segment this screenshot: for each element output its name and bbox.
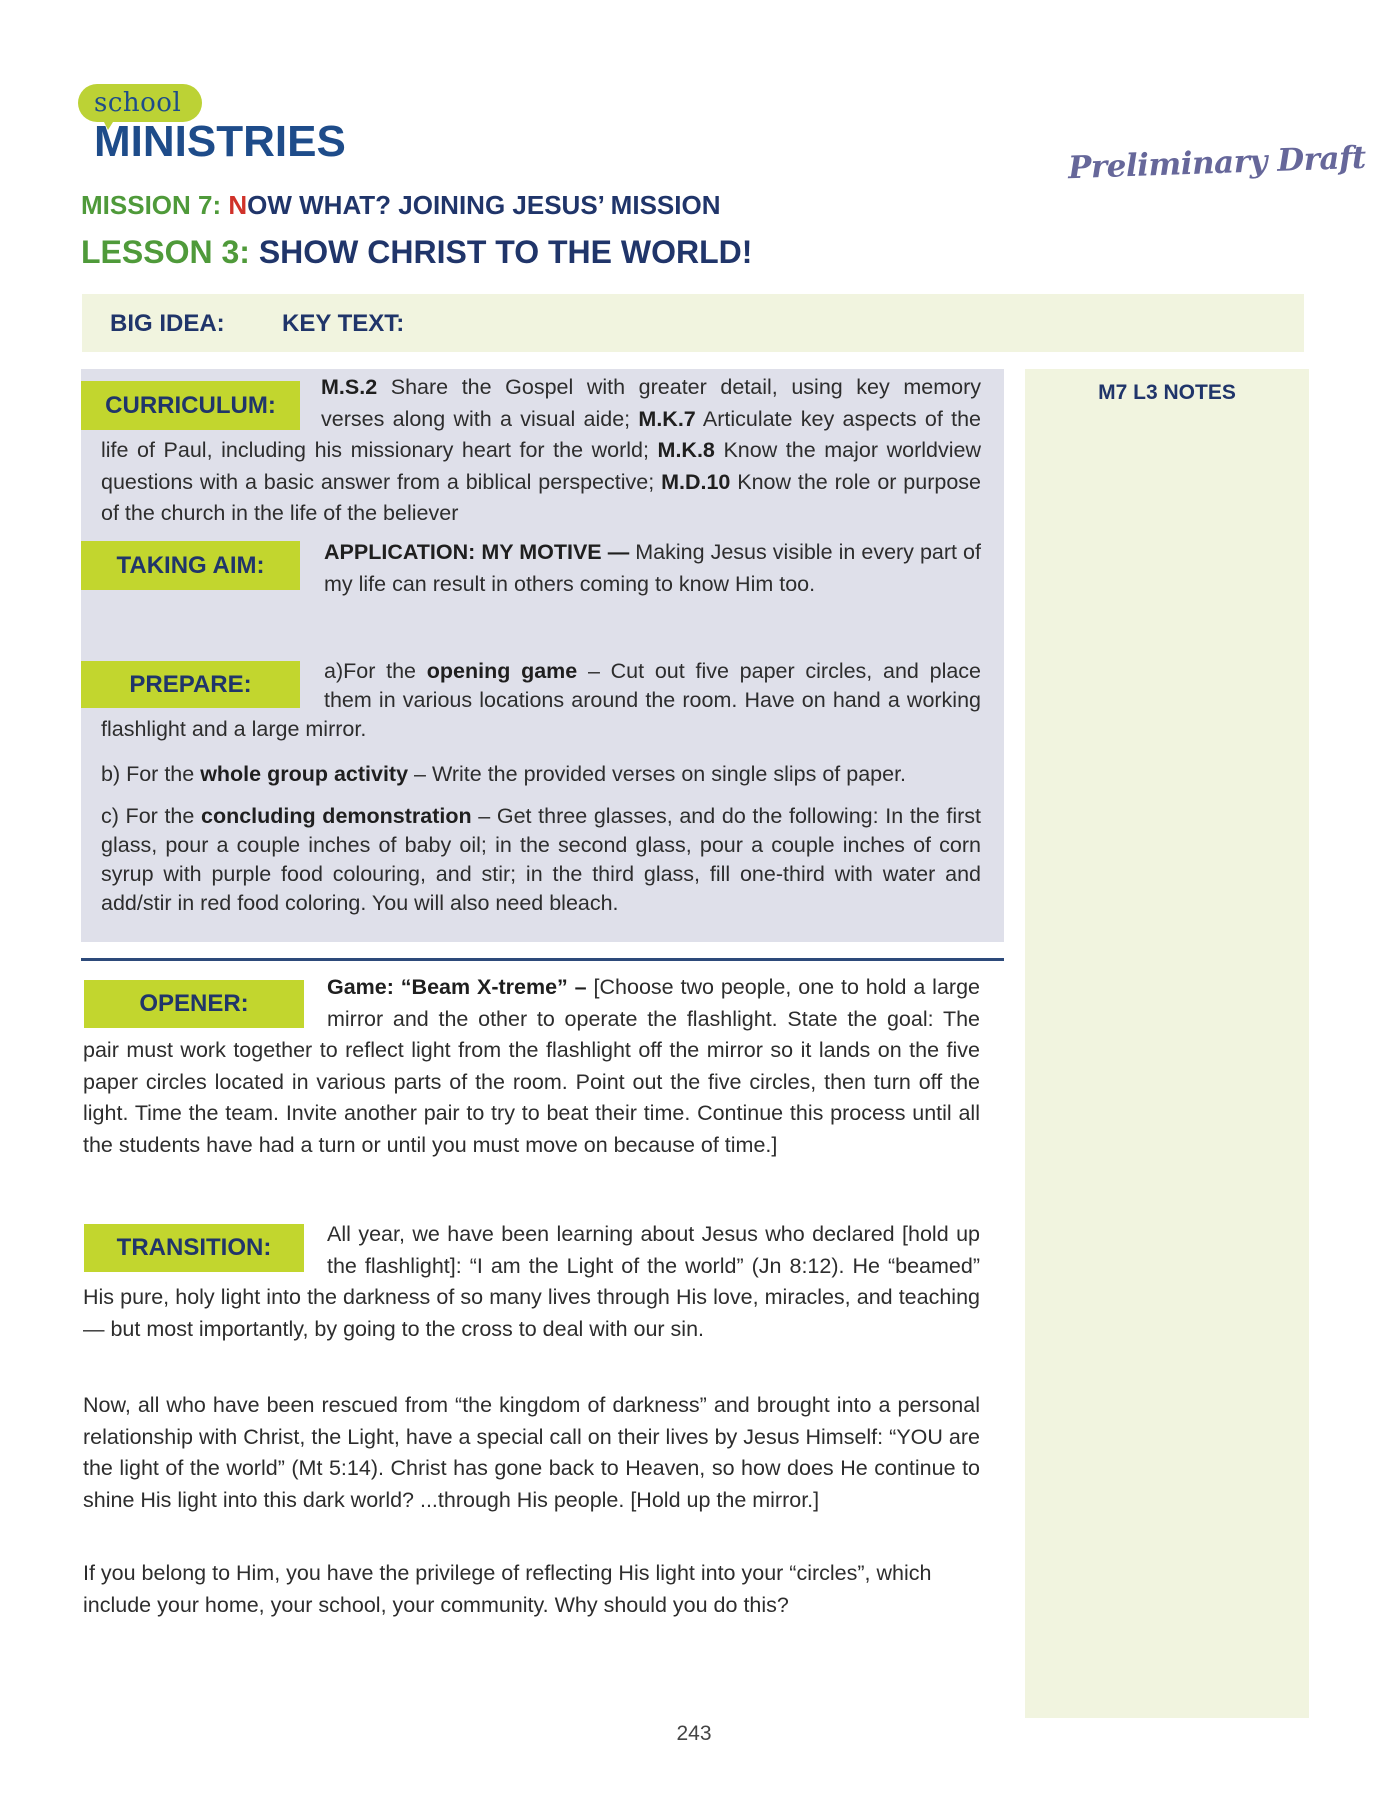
prepare-bold: whole group activity bbox=[200, 762, 409, 786]
opener-text bbox=[83, 972, 980, 1161]
lesson-prefix: LESSON 3: bbox=[81, 234, 259, 270]
taking-aim-bold: APPLICATION: MY MOTIVE — bbox=[324, 540, 630, 564]
mission-rest: OW WHAT? JOINING JESUS’ MISSION bbox=[247, 190, 721, 220]
prepare-desc: – Cut out five paper circles, and place them in various locations around the room. Have on hand a working flashlight and a large mirror. bbox=[101, 659, 982, 741]
curriculum-desc: Know the role or purpose of the church in the life of the believer bbox=[101, 469, 982, 525]
transition-text: All year, we have been learning about Jesus who declared [hold up the flashlight]: “I am the Light of the world” (Jn 8:12). He “beamed” His pure, holy light into the darkness of so many lives through His love, miracles, and teaching — but most importantly, by going to the cross to deal with our sin. bbox=[83, 1222, 980, 1341]
prepare-item-b bbox=[101, 760, 981, 789]
opener-desc: [Choose two people, one to hold a large mirror and the other to operate the flashlight. State the goal: The pair must work together to reflect light from the flashlight off the mirror so it lands on the five paper circles located in various parts of the room. Point out the five circles, then turn off the light. Time the team. Invite another pair to try to beat their time. Continue this process until all the students have had a turn or until you must move on because of time.] bbox=[83, 975, 980, 1157]
curriculum-desc: Know the major worldview questions with a basic answer from a biblical perspective; bbox=[101, 438, 981, 494]
notes-column bbox=[1025, 369, 1309, 1718]
mission-title bbox=[81, 190, 720, 221]
taking-aim-desc: Making Jesus visible in every part of my life can result in others coming to know Him too. bbox=[324, 540, 981, 596]
prepare-prefix: b) For the bbox=[101, 762, 201, 786]
prepare-bold: opening game bbox=[426, 659, 578, 683]
key-text-label: KEY TEXT: bbox=[282, 310, 405, 337]
curriculum-desc: Articulate key aspects of the life of Paul, including his missionary heart for the world; bbox=[101, 406, 981, 462]
school-ministries-logo bbox=[78, 84, 346, 166]
taking-aim-label: TAKING AIM: bbox=[81, 541, 300, 590]
big-idea-label: BIG IDEA: bbox=[110, 310, 225, 337]
label-spacer bbox=[101, 657, 324, 715]
curriculum-code: M.K.8 bbox=[657, 438, 715, 462]
label-spacer bbox=[101, 372, 321, 432]
mission-first-letter: N bbox=[228, 190, 248, 220]
prepare-prefix: a)For the bbox=[324, 659, 427, 683]
prepare-prefix: c) For the bbox=[101, 804, 201, 828]
prepare-item-a bbox=[101, 657, 981, 744]
prepare-item-c bbox=[101, 802, 981, 918]
transition-label: TRANSITION: bbox=[84, 1224, 304, 1272]
curriculum-code: M.D.10 bbox=[661, 469, 731, 494]
opener-bold: Game: “Beam X-treme” – bbox=[327, 975, 587, 999]
lesson-name: SHOW CHRIST TO THE WORLD! bbox=[258, 234, 753, 270]
logo-ministries-text: MINISTRIES bbox=[94, 117, 346, 166]
mission-prefix: MISSION 7: bbox=[81, 190, 229, 220]
transition-paragraph-2: Now, all who have been rescued from “the kingdom of darkness” and brought into a personal relationship with Christ, the Light, have a special call on their lives by Jesus Himself: “YOU are the light of the world” (Mt 5:14). Christ has gone back to Heaven, so how does He continue to shine His light into this dark world? ...through His people. [Hold up the mirror.] bbox=[83, 1393, 980, 1512]
prepare-desc: – Write the provided verses on single slips of paper. bbox=[408, 762, 907, 786]
page-number: 243 bbox=[676, 1722, 712, 1745]
curriculum-code: M.K.7 bbox=[638, 406, 696, 431]
lesson-prep-box bbox=[81, 369, 1004, 942]
section-divider bbox=[81, 958, 1004, 961]
draft-stamp: Preliminary Draft bbox=[1067, 139, 1367, 187]
transition-paragraph-1 bbox=[83, 1219, 980, 1345]
curriculum-desc: Share the Gospel with greater detail, using key memory verses along with a visual aide; bbox=[321, 375, 981, 431]
label-spacer bbox=[83, 972, 327, 1034]
prepare-label: PREPARE: bbox=[81, 661, 300, 708]
notes-title: M7 L3 NOTES bbox=[1098, 381, 1236, 404]
logo-school-text: school bbox=[94, 88, 182, 118]
transition-paragraph-3: If you belong to Him, you have the privilege of reflecting His light into your “circles”, which include your home, your school, your community. Why should you do this? bbox=[83, 1561, 932, 1617]
taking-aim-text bbox=[324, 537, 981, 600]
lesson-title bbox=[81, 234, 752, 271]
curriculum-code: M.S.2 bbox=[321, 375, 378, 399]
label-spacer bbox=[83, 1219, 327, 1281]
curriculum-text bbox=[101, 372, 981, 530]
prepare-desc: – Get three glasses, and do the following: In the first glass, pour a couple inches of baby oil; in the second glass, pour a couple inches of corn syrup with purple food colouring, and stir; in the third glass, fill one-third with water and add/stir in red food coloring. You will also need bleach. bbox=[101, 804, 981, 915]
prepare-bold: concluding demonstration bbox=[201, 804, 472, 828]
opener-label: OPENER: bbox=[84, 980, 304, 1028]
big-idea-band bbox=[82, 294, 1304, 352]
curriculum-label: CURRICULUM: bbox=[81, 381, 300, 430]
